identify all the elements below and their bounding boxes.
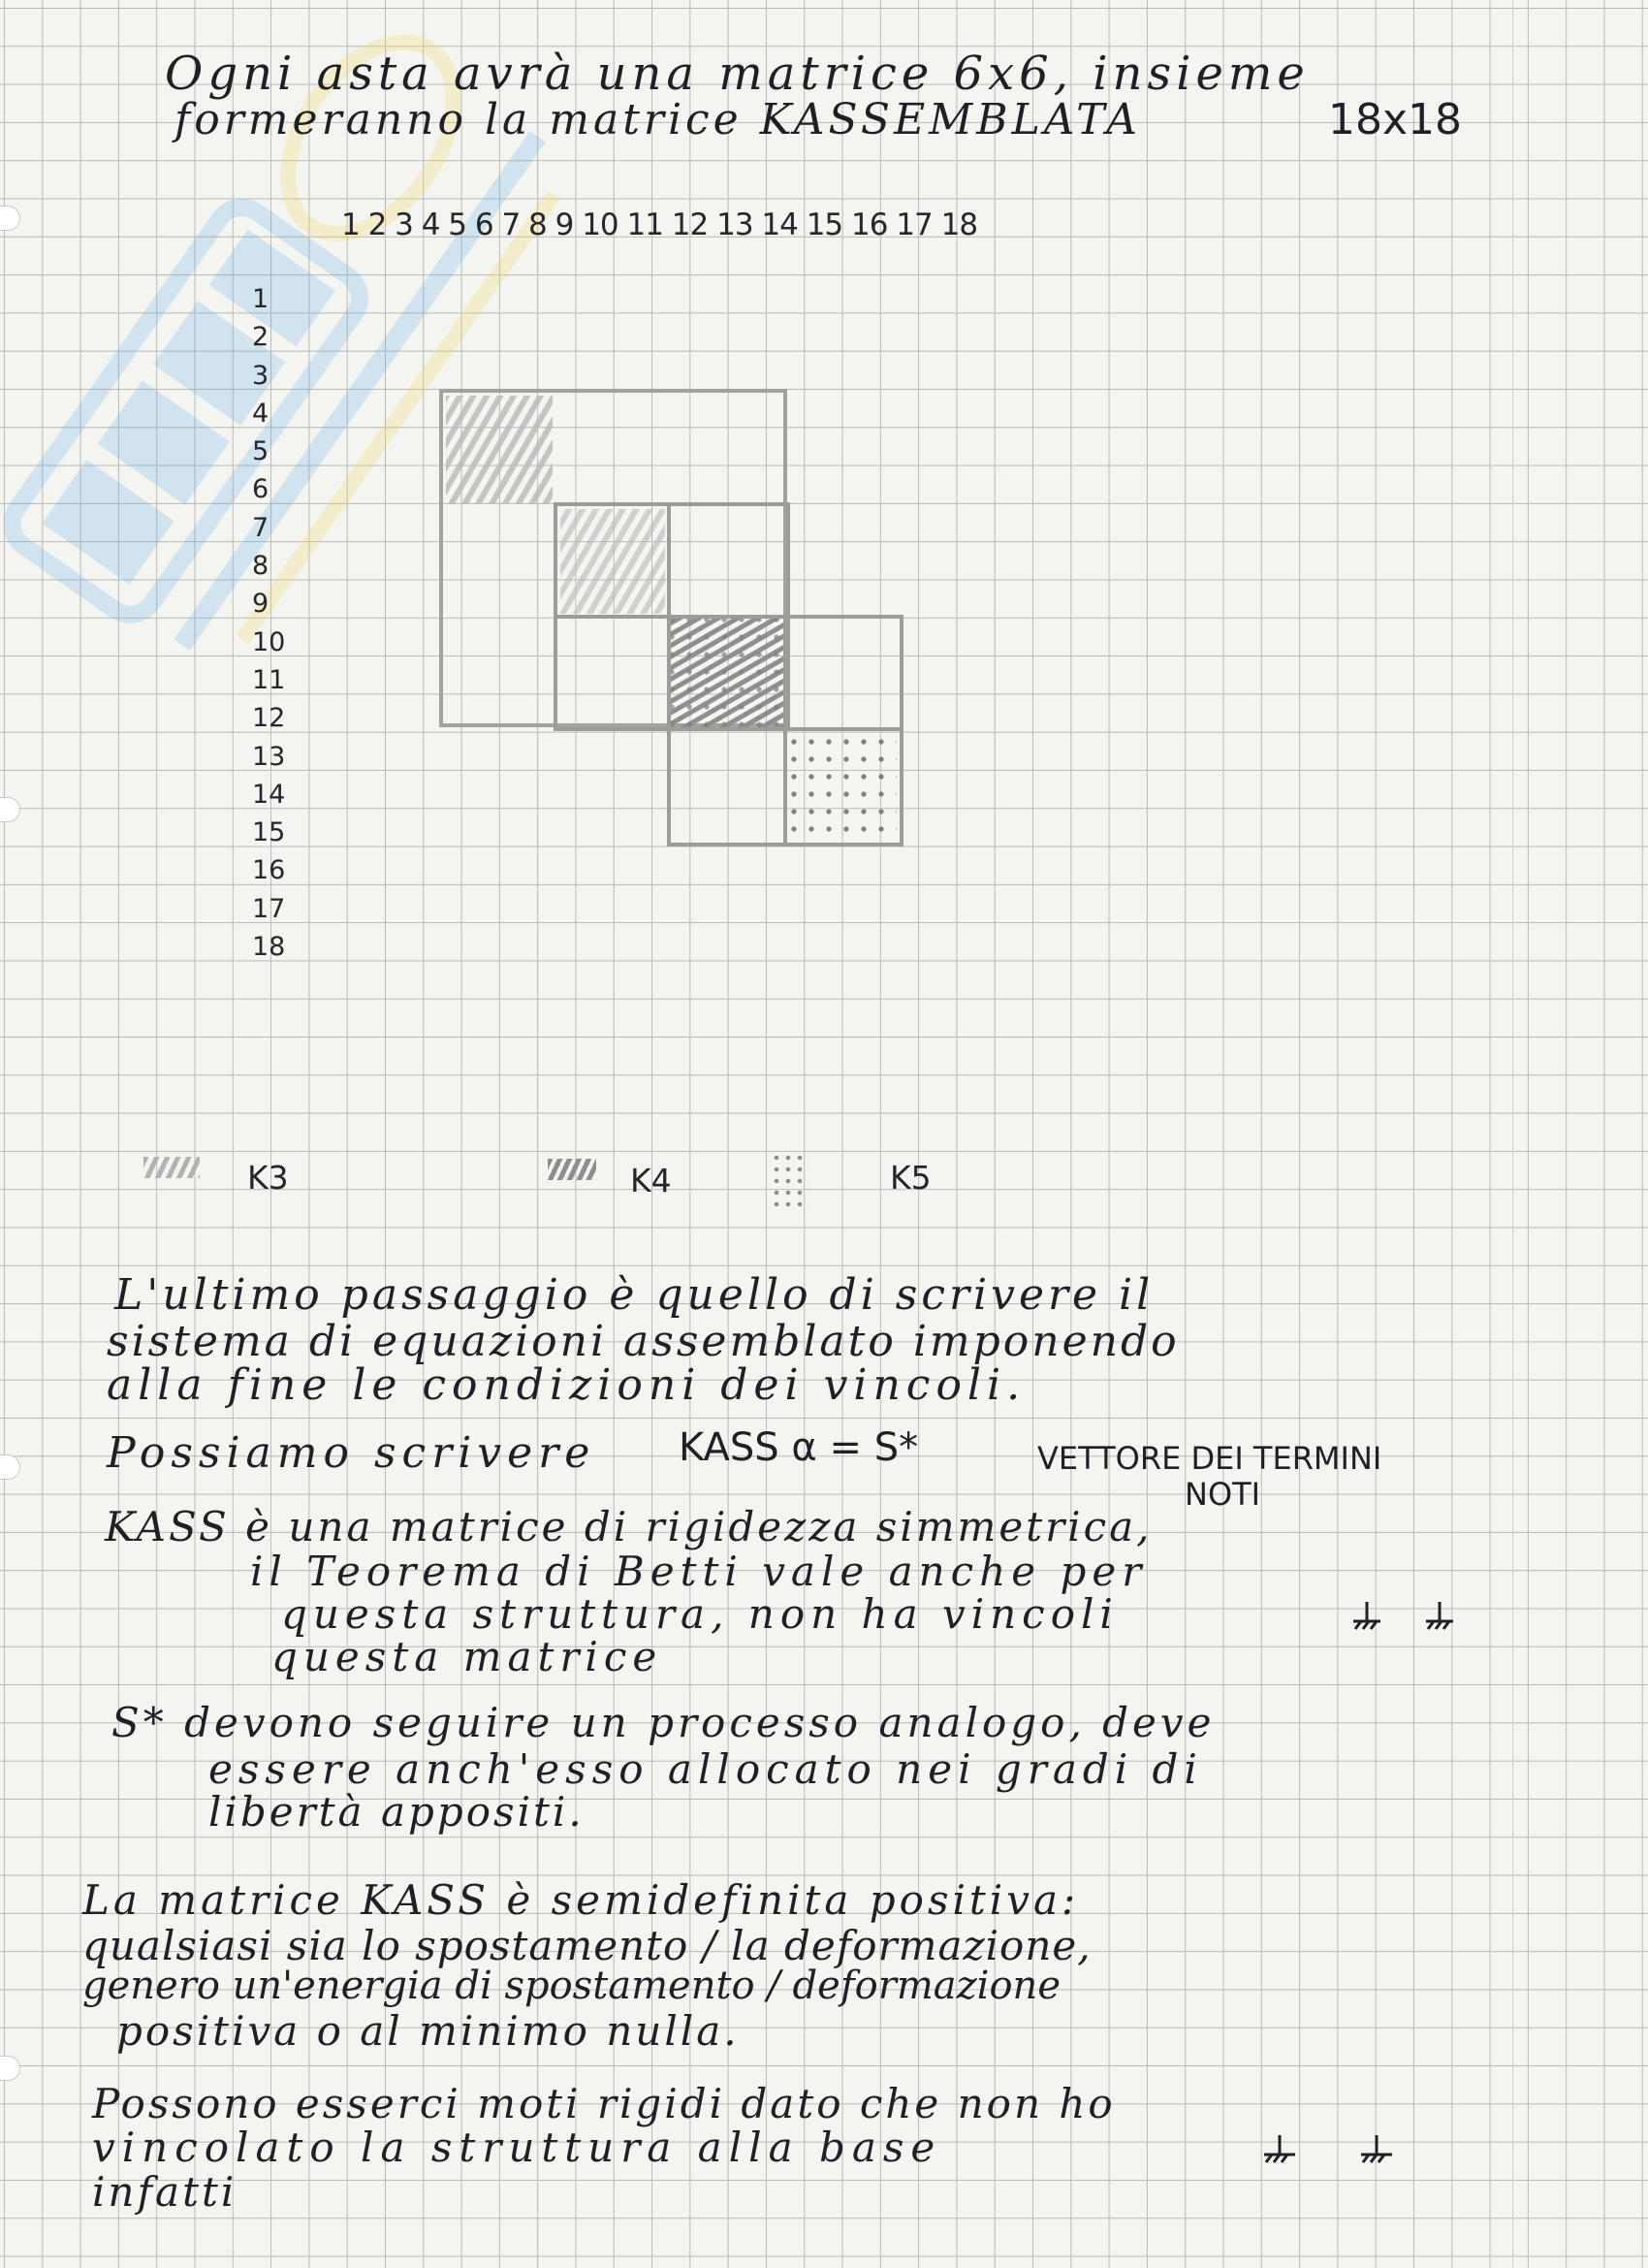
heading-line-1: Ogni asta avrà una matrice 6x6, insieme bbox=[165, 47, 1310, 101]
paragraph-1-line-3: alla fine le condizioni dei vincoli. bbox=[107, 1360, 1027, 1410]
row-index-label: 8 bbox=[252, 551, 269, 582]
row-index-label: 16 bbox=[252, 855, 286, 886]
row-index-label: 2 bbox=[252, 322, 269, 353]
row-index-label: 1 bbox=[252, 284, 269, 314]
legend-swatch-k5 bbox=[771, 1152, 809, 1208]
paragraph-2-suffix-1: VETTORE DEI TERMINI bbox=[1037, 1440, 1382, 1477]
row-index-label: 18 bbox=[252, 932, 286, 963]
column-index-header: 1 2 3 4 5 6 7 8 9 10 11 12 13 14 15 16 17 18 bbox=[341, 208, 978, 242]
paragraph-3-line-3: questa struttura, non ha vincoli bbox=[281, 1590, 1119, 1638]
paragraph-5-line-1: La matrice KASS è semidefinita positiva: bbox=[82, 1876, 1080, 1924]
row-index-label: 7 bbox=[252, 512, 269, 543]
heading-line-2: formeranno la matrice KASSEMBLATA bbox=[174, 95, 1141, 144]
binder-hole bbox=[0, 1454, 20, 1480]
paragraph-4-line-2: essere anch'esso allocato nei gradi di bbox=[208, 1745, 1203, 1793]
assembled-matrix-diagram bbox=[0, 0, 1648, 970]
paragraph-2-suffix-2: NOTI bbox=[1185, 1476, 1261, 1513]
legend-label-k5: K5 bbox=[890, 1159, 932, 1197]
row-index-label: 5 bbox=[252, 436, 269, 467]
k4-hatch bbox=[560, 509, 665, 614]
support-symbols-icon bbox=[1347, 1600, 1483, 1639]
legend-label-k4: K4 bbox=[630, 1162, 672, 1199]
heading-size: 18x18 bbox=[1328, 95, 1463, 144]
row-index-label: 9 bbox=[252, 589, 269, 620]
paragraph-2-prefix: Possiamo scrivere bbox=[107, 1428, 596, 1478]
paragraph-3-line-1: KASS è una matrice di rigidezza simmetrica, bbox=[105, 1503, 1153, 1550]
legend-label-k3: K3 bbox=[247, 1159, 289, 1197]
paragraph-6-line-3: infatti bbox=[92, 2168, 238, 2216]
row-index-label: 3 bbox=[252, 360, 269, 391]
paragraph-4-line-1: S* devono seguire un processo analogo, deve bbox=[111, 1699, 1216, 1746]
binder-hole bbox=[0, 2056, 20, 2081]
row-index-label: 15 bbox=[252, 817, 286, 848]
row-index-label: 13 bbox=[252, 741, 286, 772]
paragraph-1-line-1: L'ultimo passaggio è quello di scrivere il bbox=[114, 1270, 1155, 1320]
paragraph-1-line-2: sistema di equazioni assemblato imponendo bbox=[107, 1317, 1180, 1366]
k3-hatch bbox=[446, 396, 553, 504]
legend-swatch-k4 bbox=[548, 1159, 596, 1180]
paragraph-2-equation: KASS α = S* bbox=[679, 1425, 919, 1470]
paragraph-4-line-3: libertà appositi. bbox=[208, 1788, 585, 1836]
legend-swatch-k3 bbox=[143, 1157, 200, 1178]
base-support-symbols-icon bbox=[1251, 2133, 1425, 2172]
paragraph-5-line-3: genero un'energia di spostamento / deformazione bbox=[82, 1964, 1061, 2008]
row-index-label: 4 bbox=[252, 398, 269, 429]
row-index-label: 14 bbox=[252, 779, 286, 810]
row-index-label: 11 bbox=[252, 664, 286, 695]
paragraph-3-line-2: il Teorema di Betti vale anche per bbox=[250, 1548, 1148, 1595]
k5-dots bbox=[790, 734, 897, 841]
paragraph-6-line-1: Possono esserci moti rigidi dato che non ho bbox=[92, 2080, 1116, 2127]
row-index-label: 6 bbox=[252, 474, 269, 505]
row-index-label: 10 bbox=[252, 626, 286, 657]
paragraph-5-line-2: qualsiasi sia lo spostamento / la deformazione, bbox=[82, 1922, 1092, 1969]
row-index-label: 17 bbox=[252, 893, 286, 924]
paragraph-6-line-2: vincolato la struttura alla base bbox=[92, 2124, 942, 2171]
paragraph-5-line-4: positiva o al minimo nulla. bbox=[116, 2007, 740, 2055]
row-index-label: 12 bbox=[252, 703, 286, 734]
paragraph-3-line-4: questa matrice bbox=[271, 1633, 663, 1680]
